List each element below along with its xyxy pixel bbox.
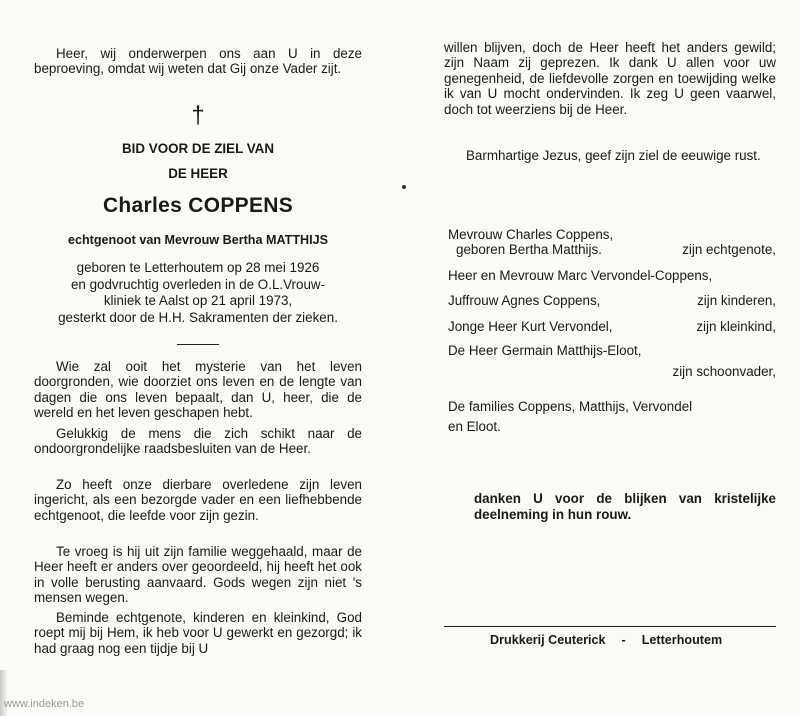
family-line: [448, 227, 776, 242]
continuation-text: willen blijven, doch de Heer heeft het anders gewild; zijn Naam zij geprezen. Ik dank U allen voor uw genegenheid, de liefdevolle zorgen en toewijding welke ik van U mocht ondervinden. Ik zeg U geen vaarwel, doch tot weerziens bij de Heer.: [444, 40, 776, 117]
heading-pray-for-soul: BID VOOR DE ZIEL VAN: [121, 141, 275, 156]
spouse-line: echtgenoot van Mevrouw Bertha MATTHIJS: [67, 233, 329, 247]
paragraph-beminde: Beminde echtgenote, kinderen en kleinkind, God roept mij bij Hem, ik heb voor U gewerkt en gezorgd; ik had graag nog een tijdje bij U: [34, 610, 362, 656]
bio-line: gesterkt door de H.H. Sakramenten der zieken.: [58, 309, 338, 325]
family-member: Heer en Mevrouw Marc Vervondel-Coppens,: [448, 267, 713, 283]
thanks-text: danken U voor de blijken van kristelijke deelneming in hun rouw.: [474, 491, 776, 522]
scan-speck: [402, 185, 406, 189]
printer-place: Letterhoutem: [641, 633, 723, 647]
family-list: [448, 227, 776, 435]
family-line: [448, 293, 776, 308]
family-member: geboren Bertha Matthijs.: [456, 242, 602, 258]
family-member: Mevrouw Charles Coppens,: [448, 227, 614, 242]
family-line: [448, 343, 776, 358]
paragraph-te-vroeg: Te vroeg is hij uit zijn familie weggehaald, maar de Heer heeft er anders over geoordeeld, hij heeft het ook in volle berusting aanvaard. Gods wegen zijn niet 's mensen wegen.: [34, 544, 362, 606]
printer-line: [490, 633, 780, 647]
bio-block: [34, 260, 362, 326]
paragraph-mystery: Wie zal ooit het mysterie van het leven doorgronden, wie doorziet ons leven en de lengte van dagen die ons leven bepaalt, dan U, heer, die de wereld en het leven geschapen hebt.: [34, 359, 362, 421]
deceased-name: Charles COPPENS: [102, 194, 294, 217]
family-member: en Eloot.: [448, 419, 501, 435]
footer-rule: [444, 626, 776, 627]
watermark: www.indeken.be: [4, 698, 85, 710]
family-line: [448, 268, 776, 283]
family-role: zijn echtgenote,: [682, 242, 776, 258]
paragraph-gelukkig: Gelukkig de mens die zich schikt naar de ondoorgrondelijke raadsbesluiten van de Heer.: [34, 426, 362, 457]
family-line: [448, 399, 746, 414]
family-member: De families Coppens, Matthijs, Vervondel: [448, 398, 693, 414]
family-member: De Heer Germain Matthijs-Eloot,: [448, 343, 642, 359]
opening-prayer: Heer, wij onderwerpen ons aan U in deze beproeving, omdat wij weten dat Gij onze Vader zijt.: [34, 46, 362, 77]
bio-line: geboren te Letterhoutem op 28 mei 1926: [76, 260, 320, 275]
family-line: [448, 242, 776, 257]
separator-line: [177, 344, 219, 345]
cross-icon: †: [191, 102, 205, 129]
bio-line: kliniek te Aalst op 21 april 1973,: [103, 293, 293, 308]
family-line: [448, 419, 776, 434]
paragraph-zo-heeft: Zo heeft onze dierbare overledene zijn leven ingericht, als een bezorgde vader en een liefhebbende echtgenoot, die leefde voor zijn gezin.: [34, 477, 362, 523]
heading-de-heer: DE HEER: [168, 166, 228, 181]
closing-prayer: Barmhartige Jezus, geef zijn ziel de eeuwige rust.: [466, 148, 761, 163]
family-line: [448, 319, 776, 334]
family-member: Juffrouw Agnes Coppens,: [448, 293, 601, 309]
family-role: zijn kleinkind,: [696, 318, 776, 334]
family-role: zijn schoonvader,: [672, 364, 776, 380]
family-member: Jonge Heer Kurt Vervondel,: [448, 318, 613, 334]
family-line: [448, 364, 776, 379]
family-role: zijn kinderen,: [697, 293, 776, 309]
printer-dash: -: [621, 633, 626, 647]
bio-line: en godvruchtig overleden in de O.L.Vrouw-: [70, 276, 326, 292]
printer-name: Drukkerij Ceuterick: [490, 633, 606, 647]
